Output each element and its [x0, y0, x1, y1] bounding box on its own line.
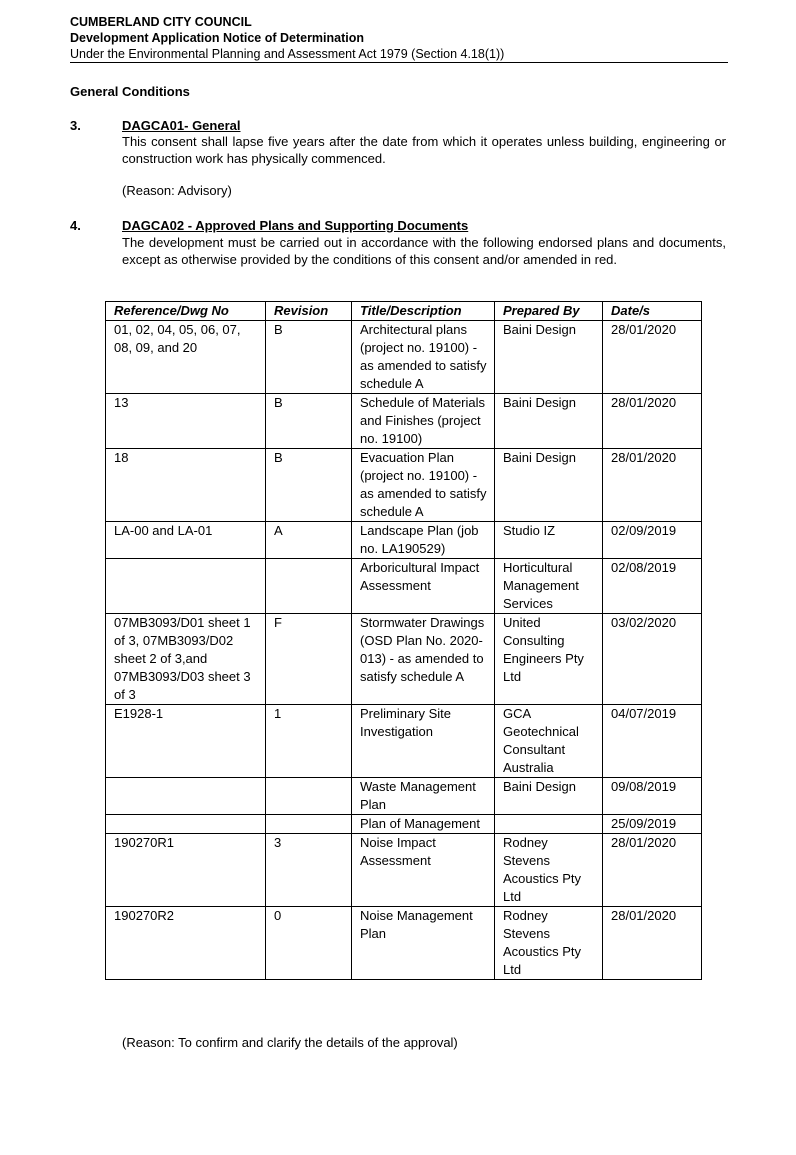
cell-revision: B: [266, 321, 352, 394]
condition-4-title: DAGCA02 - Approved Plans and Supporting Documents: [122, 218, 469, 233]
section-title: General Conditions: [70, 84, 190, 99]
header-date: Date/s: [603, 302, 702, 321]
cell-date: 28/01/2020: [603, 907, 702, 980]
cell-prepared-by: Baini Design: [495, 778, 603, 815]
cell-reference: 13: [106, 394, 266, 449]
council-name: CUMBERLAND CITY COUNCIL: [70, 15, 252, 29]
cell-revision: 0: [266, 907, 352, 980]
table-row: [106, 522, 702, 559]
cell-date: 03/02/2020: [603, 614, 702, 705]
cell-reference: [106, 778, 266, 815]
table-row: [106, 834, 702, 907]
cell-prepared-by: [495, 815, 603, 834]
notice-title: Development Application Notice of Determination: [70, 31, 365, 45]
cell-revision: [266, 559, 352, 614]
header-revision: Revision: [266, 302, 352, 321]
cell-revision: [266, 778, 352, 815]
cell-title: Stormwater Drawings (OSD Plan No. 2020-013) - as amended to satisfy schedule A: [352, 614, 495, 705]
table-row: [106, 614, 702, 705]
cell-revision: F: [266, 614, 352, 705]
cell-title: Plan of Management: [352, 815, 495, 834]
cell-prepared-by: Rodney Stevens Acoustics Pty Ltd: [495, 834, 603, 907]
document-header: [70, 14, 728, 62]
cell-prepared-by: Baini Design: [495, 394, 603, 449]
cell-prepared-by: Rodney Stevens Acoustics Pty Ltd: [495, 907, 603, 980]
cell-title: Evacuation Plan (project no. 19100) - as amended to satisfy schedule A: [352, 449, 495, 522]
table-row: [106, 907, 702, 980]
header-divider: [70, 62, 728, 63]
condition-4-reason: (Reason: To confirm and clarify the details of the approval): [122, 1035, 458, 1050]
cell-revision: A: [266, 522, 352, 559]
condition-3-body: This consent shall lapse five years after the date from which it operates unless building, engineering or construction work has physically commenced.: [122, 134, 726, 166]
approved-plans-table: [105, 301, 702, 980]
condition-4-number: 4.: [70, 218, 81, 233]
table-row: [106, 449, 702, 522]
cell-reference: 07MB3093/D01 sheet 1 of 3, 07MB3093/D02 sheet 2 of 3,and 07MB3093/D03 sheet 3 of 3: [106, 614, 266, 705]
cell-reference: 190270R1: [106, 834, 266, 907]
table-header-row: [106, 302, 702, 321]
table-row: [106, 705, 702, 778]
cell-prepared-by: United Consulting Engineers Pty Ltd: [495, 614, 603, 705]
cell-title: Arboricultural Impact Assessment: [352, 559, 495, 614]
condition-3-number: 3.: [70, 118, 81, 133]
table-row: [106, 815, 702, 834]
cell-reference: 190270R2: [106, 907, 266, 980]
cell-date: 09/08/2019: [603, 778, 702, 815]
cell-prepared-by: Baini Design: [495, 449, 603, 522]
table-row: [106, 394, 702, 449]
cell-reference: LA-00 and LA-01: [106, 522, 266, 559]
header-reference: Reference/Dwg No: [106, 302, 266, 321]
cell-date: 28/01/2020: [603, 321, 702, 394]
cell-title: Noise Management Plan: [352, 907, 495, 980]
cell-revision: B: [266, 394, 352, 449]
cell-revision: B: [266, 449, 352, 522]
cell-date: 02/09/2019: [603, 522, 702, 559]
cell-revision: [266, 815, 352, 834]
cell-prepared-by: GCA Geotechnical Consultant Australia: [495, 705, 603, 778]
table-row: [106, 559, 702, 614]
table-row: [106, 778, 702, 815]
cell-reference: [106, 559, 266, 614]
cell-reference: 18: [106, 449, 266, 522]
cell-date: 04/07/2019: [603, 705, 702, 778]
cell-title: Preliminary Site Investigation: [352, 705, 495, 778]
cell-revision: 1: [266, 705, 352, 778]
cell-date: 28/01/2020: [603, 394, 702, 449]
cell-date: 28/01/2020: [603, 449, 702, 522]
cell-title: Noise Impact Assessment: [352, 834, 495, 907]
cell-revision: 3: [266, 834, 352, 907]
cell-title: Landscape Plan (job no. LA190529): [352, 522, 495, 559]
cell-reference: 01, 02, 04, 05, 06, 07, 08, 09, and 20: [106, 321, 266, 394]
table-row: [106, 321, 702, 394]
cell-date: 28/01/2020: [603, 834, 702, 907]
cell-title: Waste Management Plan: [352, 778, 495, 815]
act-reference: Under the Environmental Planning and Assessment Act 1979 (Section 4.18(1)): [70, 47, 505, 61]
cell-prepared-by: Horticultural Management Services: [495, 559, 603, 614]
cell-title: Architectural plans (project no. 19100) - as amended to satisfy schedule A: [352, 321, 495, 394]
cell-reference: E1928-1: [106, 705, 266, 778]
cell-prepared-by: Baini Design: [495, 321, 603, 394]
cell-date: 25/09/2019: [603, 815, 702, 834]
cell-date: 02/08/2019: [603, 559, 702, 614]
header-prepared-by: Prepared By: [495, 302, 603, 321]
condition-4-body: The development must be carried out in accordance with the following endorsed plans and documents, except as otherwise provided by the conditions of this consent and/or amended in red.: [122, 235, 726, 267]
condition-3-title: DAGCA01- General: [122, 118, 241, 133]
condition-3-reason: (Reason: Advisory): [122, 183, 232, 198]
cell-reference: [106, 815, 266, 834]
cell-prepared-by: Studio IZ: [495, 522, 603, 559]
cell-title: Schedule of Materials and Finishes (project no. 19100): [352, 394, 495, 449]
header-title: Title/Description: [352, 302, 495, 321]
